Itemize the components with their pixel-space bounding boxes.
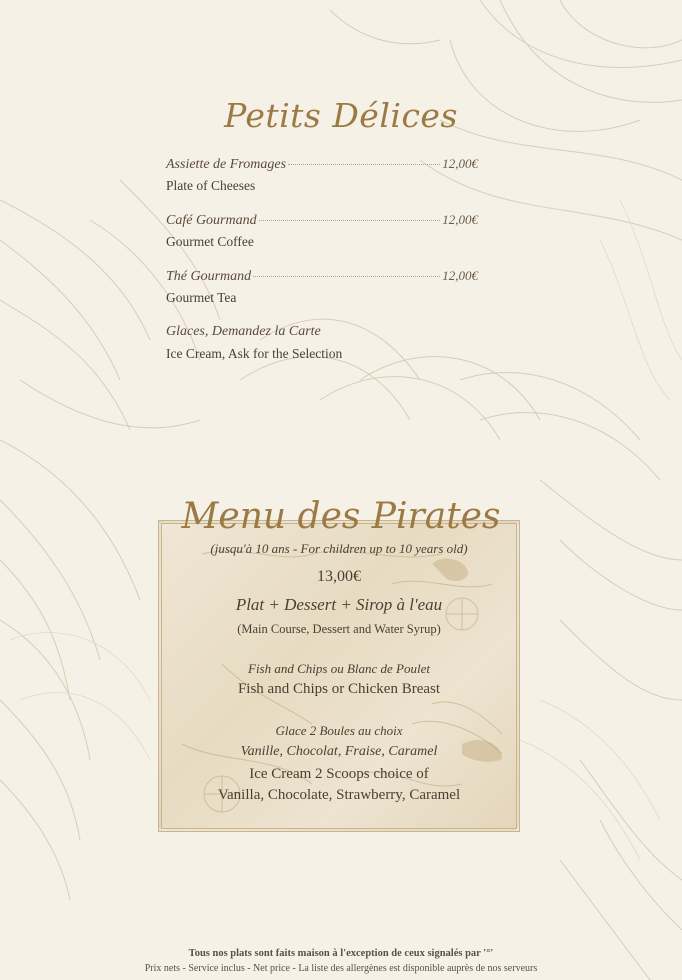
item-french-name: Café Gourmand (166, 213, 257, 228)
petits-delices-list (166, 156, 478, 380)
pirates-formula-english: (Main Course, Dessert and Water Syrup) (237, 622, 441, 636)
dot-leader (259, 220, 441, 221)
dot-leader (288, 164, 440, 165)
item-english-name: Plate of Cheeses (166, 178, 256, 193)
menu-item (166, 268, 478, 308)
item-english-name: Gourmet Coffee (166, 234, 254, 249)
menu-item (166, 212, 478, 252)
item-english-name: Gourmet Tea (166, 290, 237, 305)
item-french-name: Glaces, Demandez la Carte (166, 324, 321, 339)
item-price: 12,00€ (442, 268, 478, 283)
menu-item (166, 324, 478, 364)
footer-price-note: Prix nets - Service inclus - Net price - La liste des allergènes est disponible auprès de nos serveurs (144, 963, 538, 974)
pirates-dessert-french: Glace 2 Boules au choix (275, 723, 403, 738)
pirates-menu-title: Menu des Pirates (181, 496, 501, 537)
item-price: 12,00€ (442, 156, 478, 171)
petits-delices-title: Petits Délices (224, 96, 458, 135)
item-price: 12,00€ (442, 212, 478, 227)
pirates-age-note: (jusqu'à 10 ans - For children up to 10 years old) (210, 541, 468, 556)
item-french-name: Thé Gourmand (166, 269, 252, 284)
pirates-main-course-french: Fish and Chips ou Blanc de Poulet (248, 661, 430, 676)
pirates-formula-french: Plat + Dessert + Sirop à l'eau (235, 595, 443, 614)
pirates-dessert-english: Ice Cream 2 Scoops choice of (249, 766, 429, 782)
pirates-flavors-french: Vanille, Chocolat, Fraise, Caramel (240, 744, 438, 759)
item-english-name: Ice Cream, Ask for the Selection (166, 346, 343, 361)
pirates-price: 13,00€ (317, 568, 361, 585)
footer-homemade-note: Tous nos plats sont faits maison à l'exception de ceux signalés par '°' (188, 948, 494, 959)
menu-item (166, 156, 478, 196)
item-french-name: Assiette de Fromages (166, 157, 287, 172)
dot-leader (253, 276, 440, 277)
pirates-main-course-english: Fish and Chips or Chicken Breast (237, 681, 441, 697)
pirates-flavors-english: Vanilla, Chocolate, Strawberry, Caramel (217, 787, 461, 803)
